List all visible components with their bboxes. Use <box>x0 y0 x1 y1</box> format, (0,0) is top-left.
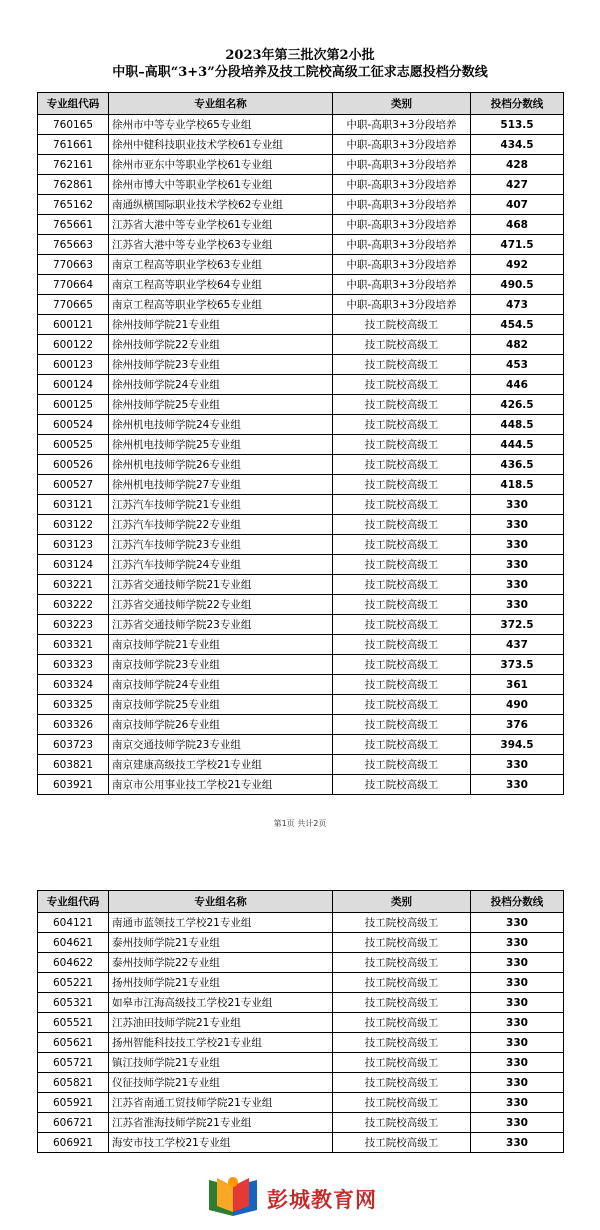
score-cell: 330 <box>471 1033 564 1053</box>
table-row <box>38 575 564 595</box>
table-header-row <box>38 891 564 913</box>
category-cell: 技工院校高级工 <box>333 973 471 993</box>
group-name-cell: 南京工程高等职业学校63专业组 <box>109 255 333 275</box>
table-row <box>38 155 564 175</box>
group-code-cell: 606921 <box>38 1133 109 1153</box>
site-logo[interactable] <box>205 1176 405 1216</box>
group-code-cell: 603921 <box>38 775 109 795</box>
score-table-page2 <box>37 890 564 1153</box>
category-cell: 技工院校高级工 <box>333 715 471 735</box>
score-cell: 330 <box>471 575 564 595</box>
group-name-cell: 南京工程高等职业学校64专业组 <box>109 275 333 295</box>
group-name-cell: 江苏省南通工贸技师学院21专业组 <box>109 1093 333 1113</box>
score-cell: 330 <box>471 993 564 1013</box>
group-name-cell: 扬州智能科技技工学校21专业组 <box>109 1033 333 1053</box>
group-code-cell: 604121 <box>38 913 109 933</box>
table-row <box>38 275 564 295</box>
score-cell: 372.5 <box>471 615 564 635</box>
score-cell: 482 <box>471 335 564 355</box>
group-code-cell: 603325 <box>38 695 109 715</box>
score-cell: 434.5 <box>471 135 564 155</box>
group-name-cell: 徐州中健科技职业技术学校61专业组 <box>109 135 333 155</box>
group-code-cell: 603124 <box>38 555 109 575</box>
score-cell: 330 <box>471 555 564 575</box>
category-cell: 技工院校高级工 <box>333 675 471 695</box>
category-cell: 技工院校高级工 <box>333 755 471 775</box>
group-name-cell: 南京技师学院25专业组 <box>109 695 333 715</box>
score-cell: 330 <box>471 515 564 535</box>
table-row <box>38 415 564 435</box>
group-name-cell: 镇江技师学院21专业组 <box>109 1053 333 1073</box>
table-body <box>38 913 564 1153</box>
group-name-cell: 江苏省交通技师学院22专业组 <box>109 595 333 615</box>
score-cell: 361 <box>471 675 564 695</box>
category-cell: 技工院校高级工 <box>333 455 471 475</box>
group-code-cell: 606721 <box>38 1113 109 1133</box>
group-code-cell: 603221 <box>38 575 109 595</box>
group-code-cell: 600121 <box>38 315 109 335</box>
group-name-cell: 徐州技师学院25专业组 <box>109 395 333 415</box>
header-code: 专业组代码 <box>38 93 109 115</box>
category-cell: 技工院校高级工 <box>333 595 471 615</box>
group-name-cell: 南京建康高级技工学校21专业组 <box>109 755 333 775</box>
group-code-cell: 603324 <box>38 675 109 695</box>
score-cell: 437 <box>471 635 564 655</box>
score-cell: 444.5 <box>471 435 564 455</box>
group-code-cell: 765162 <box>38 195 109 215</box>
table-row <box>38 355 564 375</box>
table-row <box>38 973 564 993</box>
group-name-cell: 南通市蓝领技工学校21专业组 <box>109 913 333 933</box>
group-name-cell: 南京交通技师学院23专业组 <box>109 735 333 755</box>
group-code-cell: 603723 <box>38 735 109 755</box>
score-cell: 473 <box>471 295 564 315</box>
group-code-cell: 603222 <box>38 595 109 615</box>
category-cell: 技工院校高级工 <box>333 575 471 595</box>
group-name-cell: 如皋市江海高级技工学校21专业组 <box>109 993 333 1013</box>
group-code-cell: 605721 <box>38 1053 109 1073</box>
score-cell: 330 <box>471 1133 564 1153</box>
group-code-cell: 603122 <box>38 515 109 535</box>
score-cell: 330 <box>471 1073 564 1093</box>
category-cell: 技工院校高级工 <box>333 435 471 455</box>
table-row <box>38 1133 564 1153</box>
site-name: 彭城教育网 <box>267 1188 377 1212</box>
group-name-cell: 泰州技师学院22专业组 <box>109 953 333 973</box>
score-cell: 330 <box>471 933 564 953</box>
book-logo-icon <box>205 1176 261 1216</box>
score-cell: 330 <box>471 1013 564 1033</box>
document-title: 2023年第三批次第2小批 <box>225 48 375 63</box>
category-cell: 技工院校高级工 <box>333 1033 471 1053</box>
group-code-cell: 600122 <box>38 335 109 355</box>
group-code-cell: 603323 <box>38 655 109 675</box>
table-body <box>38 115 564 795</box>
category-cell: 技工院校高级工 <box>333 415 471 435</box>
group-name-cell: 江苏汽车技师学院24专业组 <box>109 555 333 575</box>
group-code-cell: 605321 <box>38 993 109 1013</box>
table-row <box>38 695 564 715</box>
category-cell: 技工院校高级工 <box>333 775 471 795</box>
group-code-cell: 770664 <box>38 275 109 295</box>
category-cell: 技工院校高级工 <box>333 1013 471 1033</box>
group-name-cell: 南京技师学院26专业组 <box>109 715 333 735</box>
group-code-cell: 603821 <box>38 755 109 775</box>
category-cell: 技工院校高级工 <box>333 555 471 575</box>
group-code-cell: 605221 <box>38 973 109 993</box>
group-code-cell: 765661 <box>38 215 109 235</box>
category-cell: 技工院校高级工 <box>333 355 471 375</box>
table-row <box>38 913 564 933</box>
group-name-cell: 南通纵横国际职业技术学校62专业组 <box>109 195 333 215</box>
group-name-cell: 泰州技师学院21专业组 <box>109 933 333 953</box>
score-cell: 394.5 <box>471 735 564 755</box>
category-cell: 技工院校高级工 <box>333 933 471 953</box>
group-name-cell: 江苏汽车技师学院21专业组 <box>109 495 333 515</box>
group-code-cell: 600524 <box>38 415 109 435</box>
table-row <box>38 755 564 775</box>
score-cell: 376 <box>471 715 564 735</box>
group-code-cell: 605821 <box>38 1073 109 1093</box>
table-row <box>38 195 564 215</box>
document-subtitle: 中职–高职“3+3”分段培养及技工院校高级工征求志愿投档分数线 <box>112 65 488 80</box>
table-row <box>38 515 564 535</box>
category-cell: 技工院校高级工 <box>333 495 471 515</box>
group-code-cell: 600527 <box>38 475 109 495</box>
table-row <box>38 315 564 335</box>
category-cell: 中职-高职3+3分段培养 <box>333 175 471 195</box>
category-cell: 技工院校高级工 <box>333 535 471 555</box>
table-row <box>38 675 564 695</box>
score-cell: 490.5 <box>471 275 564 295</box>
table-row <box>38 395 564 415</box>
category-cell: 技工院校高级工 <box>333 1133 471 1153</box>
group-code-cell: 605521 <box>38 1013 109 1033</box>
group-code-cell: 600125 <box>38 395 109 415</box>
score-cell: 418.5 <box>471 475 564 495</box>
group-name-cell: 徐州市中等专业学校65专业组 <box>109 115 333 135</box>
group-code-cell: 603326 <box>38 715 109 735</box>
table-row <box>38 735 564 755</box>
category-cell: 中职-高职3+3分段培养 <box>333 115 471 135</box>
category-cell: 技工院校高级工 <box>333 1093 471 1113</box>
category-cell: 中职-高职3+3分段培养 <box>333 155 471 175</box>
score-cell: 407 <box>471 195 564 215</box>
header-category: 类别 <box>333 93 471 115</box>
group-code-cell: 600525 <box>38 435 109 455</box>
group-code-cell: 604621 <box>38 933 109 953</box>
group-name-cell: 徐州机电技师学院24专业组 <box>109 415 333 435</box>
category-cell: 技工院校高级工 <box>333 735 471 755</box>
group-name-cell: 徐州技师学院23专业组 <box>109 355 333 375</box>
score-cell: 330 <box>471 1113 564 1133</box>
group-name-cell: 徐州机电技师学院25专业组 <box>109 435 333 455</box>
group-name-cell: 仪征技师学院21专业组 <box>109 1073 333 1093</box>
table-row <box>38 615 564 635</box>
table-row <box>38 635 564 655</box>
table-row <box>38 495 564 515</box>
header-score: 投档分数线 <box>471 93 564 115</box>
category-cell: 技工院校高级工 <box>333 695 471 715</box>
table-row <box>38 295 564 315</box>
table-row <box>38 255 564 275</box>
score-cell: 471.5 <box>471 235 564 255</box>
category-cell: 中职-高职3+3分段培养 <box>333 215 471 235</box>
group-name-cell: 江苏省大港中等专业学校61专业组 <box>109 215 333 235</box>
group-name-cell: 江苏省交通技师学院21专业组 <box>109 575 333 595</box>
category-cell: 中职-高职3+3分段培养 <box>333 195 471 215</box>
header-score: 投档分数线 <box>471 891 564 913</box>
group-name-cell: 徐州市博大中等职业学校61专业组 <box>109 175 333 195</box>
header-code: 专业组代码 <box>38 891 109 913</box>
category-cell: 技工院校高级工 <box>333 375 471 395</box>
category-cell: 技工院校高级工 <box>333 335 471 355</box>
score-cell: 513.5 <box>471 115 564 135</box>
score-cell: 330 <box>471 953 564 973</box>
table-row <box>38 375 564 395</box>
header-name: 专业组名称 <box>109 93 333 115</box>
table-row <box>38 115 564 135</box>
group-code-cell: 770663 <box>38 255 109 275</box>
category-cell: 技工院校高级工 <box>333 615 471 635</box>
table-row <box>38 335 564 355</box>
group-code-cell: 603223 <box>38 615 109 635</box>
table-row <box>38 1113 564 1133</box>
group-name-cell: 南京技师学院23专业组 <box>109 655 333 675</box>
category-cell: 技工院校高级工 <box>333 315 471 335</box>
group-name-cell: 江苏油田技师学院21专业组 <box>109 1013 333 1033</box>
group-name-cell: 扬州技师学院21专业组 <box>109 973 333 993</box>
category-cell: 技工院校高级工 <box>333 993 471 1013</box>
group-code-cell: 603321 <box>38 635 109 655</box>
score-cell: 330 <box>471 1053 564 1073</box>
group-name-cell: 徐州技师学院21专业组 <box>109 315 333 335</box>
group-code-cell: 605921 <box>38 1093 109 1113</box>
group-name-cell: 海安市技工学校21专业组 <box>109 1133 333 1153</box>
table-row <box>38 215 564 235</box>
table-row <box>38 595 564 615</box>
category-cell: 技工院校高级工 <box>333 913 471 933</box>
group-name-cell: 南京市公用事业技工学校21专业组 <box>109 775 333 795</box>
group-name-cell: 江苏省大港中等专业学校63专业组 <box>109 235 333 255</box>
score-cell: 426.5 <box>471 395 564 415</box>
table-row <box>38 555 564 575</box>
table-row <box>38 1073 564 1093</box>
category-cell: 中职-高职3+3分段培养 <box>333 135 471 155</box>
score-cell: 330 <box>471 913 564 933</box>
score-cell: 448.5 <box>471 415 564 435</box>
score-cell: 454.5 <box>471 315 564 335</box>
table-header-row <box>38 93 564 115</box>
group-name-cell: 江苏汽车技师学院22专业组 <box>109 515 333 535</box>
table-row <box>38 235 564 255</box>
table-row <box>38 455 564 475</box>
group-code-cell: 760165 <box>38 115 109 135</box>
score-cell: 468 <box>471 215 564 235</box>
table-row <box>38 175 564 195</box>
group-name-cell: 南京工程高等职业学校65专业组 <box>109 295 333 315</box>
score-cell: 330 <box>471 973 564 993</box>
category-cell: 技工院校高级工 <box>333 655 471 675</box>
score-cell: 446 <box>471 375 564 395</box>
group-code-cell: 604622 <box>38 953 109 973</box>
category-cell: 技工院校高级工 <box>333 1073 471 1093</box>
table-row <box>38 475 564 495</box>
page-footer: 第1页 共计2页 <box>273 819 327 828</box>
category-cell: 技工院校高级工 <box>333 515 471 535</box>
group-name-cell: 徐州机电技师学院27专业组 <box>109 475 333 495</box>
group-name-cell: 徐州技师学院22专业组 <box>109 335 333 355</box>
table-row <box>38 933 564 953</box>
group-name-cell: 徐州市亚东中等职业学校61专业组 <box>109 155 333 175</box>
group-code-cell: 770665 <box>38 295 109 315</box>
table-row <box>38 135 564 155</box>
category-cell: 技工院校高级工 <box>333 1113 471 1133</box>
group-name-cell: 南京技师学院21专业组 <box>109 635 333 655</box>
group-code-cell: 605621 <box>38 1033 109 1053</box>
score-cell: 436.5 <box>471 455 564 475</box>
score-cell: 330 <box>471 755 564 775</box>
score-cell: 427 <box>471 175 564 195</box>
table-row <box>38 1093 564 1113</box>
group-name-cell: 江苏省淮海技师学院21专业组 <box>109 1113 333 1133</box>
table-row <box>38 1053 564 1073</box>
group-name-cell: 徐州机电技师学院26专业组 <box>109 455 333 475</box>
category-cell: 技工院校高级工 <box>333 475 471 495</box>
category-cell: 技工院校高级工 <box>333 395 471 415</box>
score-cell: 453 <box>471 355 564 375</box>
score-cell: 330 <box>471 775 564 795</box>
score-cell: 330 <box>471 1093 564 1113</box>
group-name-cell: 江苏省交通技师学院23专业组 <box>109 615 333 635</box>
category-cell: 技工院校高级工 <box>333 953 471 973</box>
group-code-cell: 600123 <box>38 355 109 375</box>
score-cell: 373.5 <box>471 655 564 675</box>
score-cell: 490 <box>471 695 564 715</box>
table-row <box>38 535 564 555</box>
table-row <box>38 1013 564 1033</box>
group-name-cell: 徐州技师学院24专业组 <box>109 375 333 395</box>
group-code-cell: 600526 <box>38 455 109 475</box>
table-row <box>38 655 564 675</box>
category-cell: 技工院校高级工 <box>333 1053 471 1073</box>
table-row <box>38 775 564 795</box>
table-row <box>38 1033 564 1053</box>
table-row <box>38 715 564 735</box>
group-code-cell: 762161 <box>38 155 109 175</box>
category-cell: 中职-高职3+3分段培养 <box>333 295 471 315</box>
category-cell: 中职-高职3+3分段培养 <box>333 255 471 275</box>
table-row <box>38 435 564 455</box>
category-cell: 中职-高职3+3分段培养 <box>333 275 471 295</box>
header-name: 专业组名称 <box>109 891 333 913</box>
group-name-cell: 南京技师学院24专业组 <box>109 675 333 695</box>
table-row <box>38 993 564 1013</box>
score-table-page1 <box>37 92 564 795</box>
group-code-cell: 600124 <box>38 375 109 395</box>
score-cell: 492 <box>471 255 564 275</box>
score-cell: 428 <box>471 155 564 175</box>
score-cell: 330 <box>471 495 564 515</box>
group-code-cell: 765663 <box>38 235 109 255</box>
group-code-cell: 603123 <box>38 535 109 555</box>
group-name-cell: 江苏汽车技师学院23专业组 <box>109 535 333 555</box>
score-cell: 330 <box>471 535 564 555</box>
table-row <box>38 953 564 973</box>
group-code-cell: 761661 <box>38 135 109 155</box>
header-category: 类别 <box>333 891 471 913</box>
score-cell: 330 <box>471 595 564 615</box>
category-cell: 技工院校高级工 <box>333 635 471 655</box>
category-cell: 中职-高职3+3分段培养 <box>333 235 471 255</box>
group-code-cell: 762861 <box>38 175 109 195</box>
group-code-cell: 603121 <box>38 495 109 515</box>
